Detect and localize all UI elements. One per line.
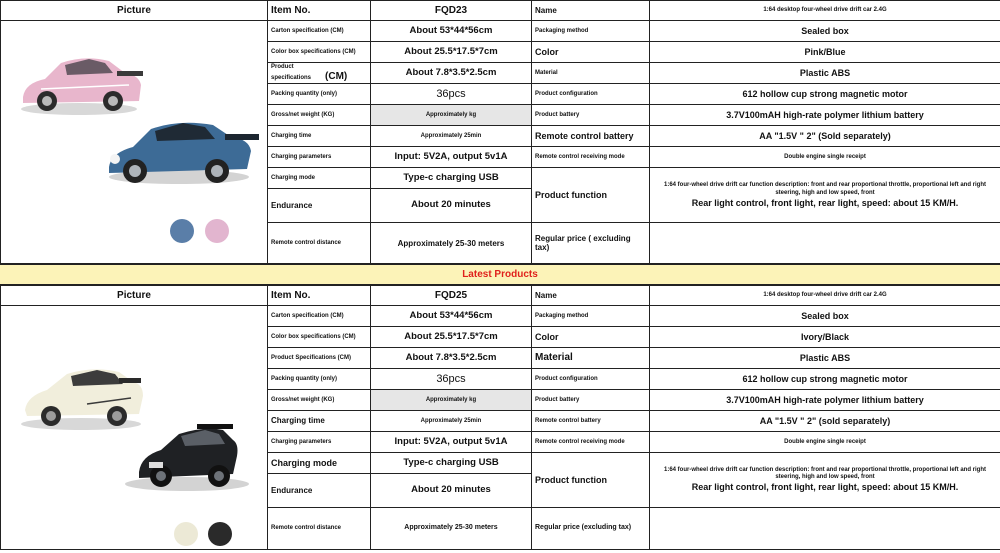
- item-no-value: FQD25: [371, 286, 532, 306]
- product-block-fqd25: [0, 285, 1000, 550]
- price-value: [650, 508, 1000, 550]
- charge-param-label: Charging parameters: [268, 147, 371, 168]
- charge-time-label: Charging time: [268, 411, 371, 432]
- car-photos: [1, 21, 268, 264]
- packaging-value: Sealed box: [650, 306, 1000, 327]
- color-value: Pink/Blue: [650, 42, 1000, 63]
- function-label: Product function: [532, 453, 650, 508]
- pink-car-image: [21, 58, 143, 115]
- product-spec-value: About 7.8*3.5*2.5cm: [371, 348, 532, 369]
- charge-time-value: Approximately 25min: [371, 126, 532, 147]
- latest-products-banner: Latest Products: [0, 264, 1000, 285]
- function-value: [650, 453, 1000, 508]
- weight-value: Approximately kg: [371, 105, 532, 126]
- color-swatch-ivory[interactable]: [174, 522, 198, 546]
- name-label: Name: [532, 1, 650, 21]
- receiving-value: Double engine single receipt: [650, 147, 1000, 168]
- charge-mode-value: Type-c charging USB: [371, 453, 532, 474]
- rc-battery-label: Remote control battery: [532, 411, 650, 432]
- config-label: Product configuration: [532, 369, 650, 390]
- material-label: Material: [532, 348, 650, 369]
- function-desc-big: Rear light control, front light, rear light, speed: about 15 KM/H.: [691, 197, 959, 208]
- distance-label: Remote control distance: [268, 223, 371, 264]
- item-no-value: FQD23: [371, 1, 532, 21]
- color-swatch-black[interactable]: [208, 522, 232, 546]
- charge-param-label: Charging parameters: [268, 432, 371, 453]
- carton-value: About 53*44*56cm: [371, 21, 532, 42]
- battery-value: 3.7V100mAH high-rate polymer lithium battery: [650, 390, 1000, 411]
- config-value: 612 hollow cup strong magnetic motor: [650, 84, 1000, 105]
- distance-value: Approximately 25-30 meters: [371, 223, 532, 264]
- color-value: Ivory/Black: [650, 327, 1000, 348]
- charge-mode-label: Charging mode: [268, 453, 371, 474]
- product-spec-cm: (CM): [325, 70, 348, 82]
- product-spec-label: [268, 63, 371, 84]
- charge-param-value: Input: 5V2A, output 5v1A: [371, 432, 532, 453]
- battery-label: Product battery: [532, 390, 650, 411]
- product-spec-label-text: Product specifications: [271, 64, 312, 81]
- weight-label: Gross/net weight (KG): [268, 105, 371, 126]
- product-picture: [1, 306, 268, 550]
- colorbox-label: Color box specifications (CM): [268, 327, 371, 348]
- name-value: 1:64 desktop four-wheel drive drift car 2.4G: [650, 1, 1000, 21]
- name-value: 1:64 desktop four-wheel drive drift car 2.4G: [650, 286, 1000, 306]
- material-value: Plastic ABS: [650, 63, 1000, 84]
- function-desc-big: Rear light control, front light, rear light, speed: about 15 KM/H.: [691, 482, 959, 493]
- price-label: Regular price (excluding tax): [532, 508, 650, 550]
- item-no-label: Item No.: [268, 1, 371, 21]
- function-desc-small: 1:64 four-wheel drive drift car function description: front and rear proportional throttle, proportional left and right steering, high and low speed, front: [663, 466, 986, 481]
- spec-table: [0, 0, 1000, 264]
- colorbox-value: About 25.5*17.5*7cm: [371, 327, 532, 348]
- color-label: Color: [532, 42, 650, 63]
- material-value: Plastic ABS: [650, 348, 1000, 369]
- picture-header: Picture: [1, 286, 268, 306]
- packaging-value: Sealed box: [650, 21, 1000, 42]
- carton-label: Carton specification (CM): [268, 306, 371, 327]
- charge-mode-label: Charging mode: [268, 168, 371, 189]
- colorbox-label: Color box specifications (CM): [268, 42, 371, 63]
- packaging-label: Packaging method: [532, 306, 650, 327]
- endurance-label: Endurance: [268, 474, 371, 508]
- packing-qty-label: Packing quantity (only): [268, 369, 371, 390]
- endurance-value: About 20 minutes: [371, 189, 532, 223]
- weight-value: Approximately kg: [371, 390, 532, 411]
- product-spec-value: About 7.8*3.5*2.5cm: [371, 63, 532, 84]
- weight-label: Gross/net weight (KG): [268, 390, 371, 411]
- price-value: [650, 223, 1000, 264]
- product-spec-label: Product Specifications (CM): [268, 348, 371, 369]
- color-label: Color: [532, 327, 650, 348]
- receiving-label: Remote control receiving mode: [532, 147, 650, 168]
- material-label: Material: [532, 63, 650, 84]
- color-swatch-blue[interactable]: [170, 219, 194, 243]
- carton-value: About 53*44*56cm: [371, 306, 532, 327]
- charge-param-value: Input: 5V2A, output 5v1A: [371, 147, 532, 168]
- charge-time-label: Charging time: [268, 126, 371, 147]
- packing-qty-value: 36pcs: [371, 369, 532, 390]
- config-value: 612 hollow cup strong magnetic motor: [650, 369, 1000, 390]
- product-block-fqd23: [0, 0, 1000, 264]
- black-car-image: [125, 424, 249, 491]
- color-swatch-pink[interactable]: [205, 219, 229, 243]
- rc-battery-label: Remote control battery: [532, 126, 650, 147]
- battery-label: Product battery: [532, 105, 650, 126]
- packing-qty-value: 36pcs: [371, 84, 532, 105]
- spec-table: [0, 285, 1000, 550]
- charge-time-value: Approximately 25min: [371, 411, 532, 432]
- distance-label: Remote control distance: [268, 508, 371, 550]
- name-label: Name: [532, 286, 650, 306]
- colorbox-value: About 25.5*17.5*7cm: [371, 42, 532, 63]
- rc-battery-value: AA "1.5V " 2" (Sold separately): [650, 126, 1000, 147]
- function-value: [650, 168, 1000, 223]
- price-label: Regular price ( excluding tax): [532, 223, 650, 264]
- blue-car-image: [109, 123, 259, 184]
- receiving-label: Remote control receiving mode: [532, 432, 650, 453]
- ivory-car-image: [21, 369, 143, 430]
- packaging-label: Packaging method: [532, 21, 650, 42]
- product-picture: [1, 21, 268, 264]
- charge-mode-value: Type-c charging USB: [371, 168, 532, 189]
- endurance-value: About 20 minutes: [371, 474, 532, 508]
- packing-qty-label: Packing quantity (only): [268, 84, 371, 105]
- endurance-label: Endurance: [268, 189, 371, 223]
- car-photos: [1, 306, 268, 550]
- item-no-label: Item No.: [268, 286, 371, 306]
- function-desc-small: 1:64 four-wheel drive drift car function description: front and rear proportional throttle, proportional left and right steering, high and low speed, front: [663, 181, 986, 196]
- distance-value: Approximately 25-30 meters: [371, 508, 532, 550]
- carton-label: Carton specification (CM): [268, 21, 371, 42]
- config-label: Product configuration: [532, 84, 650, 105]
- battery-value: 3.7V100mAH high-rate polymer lithium battery: [650, 105, 1000, 126]
- rc-battery-value: AA "1.5V " 2" (sold separately): [650, 411, 1000, 432]
- receiving-value: Double engine single receipt: [650, 432, 1000, 453]
- picture-header: Picture: [1, 1, 268, 21]
- function-label: Product function: [532, 168, 650, 223]
